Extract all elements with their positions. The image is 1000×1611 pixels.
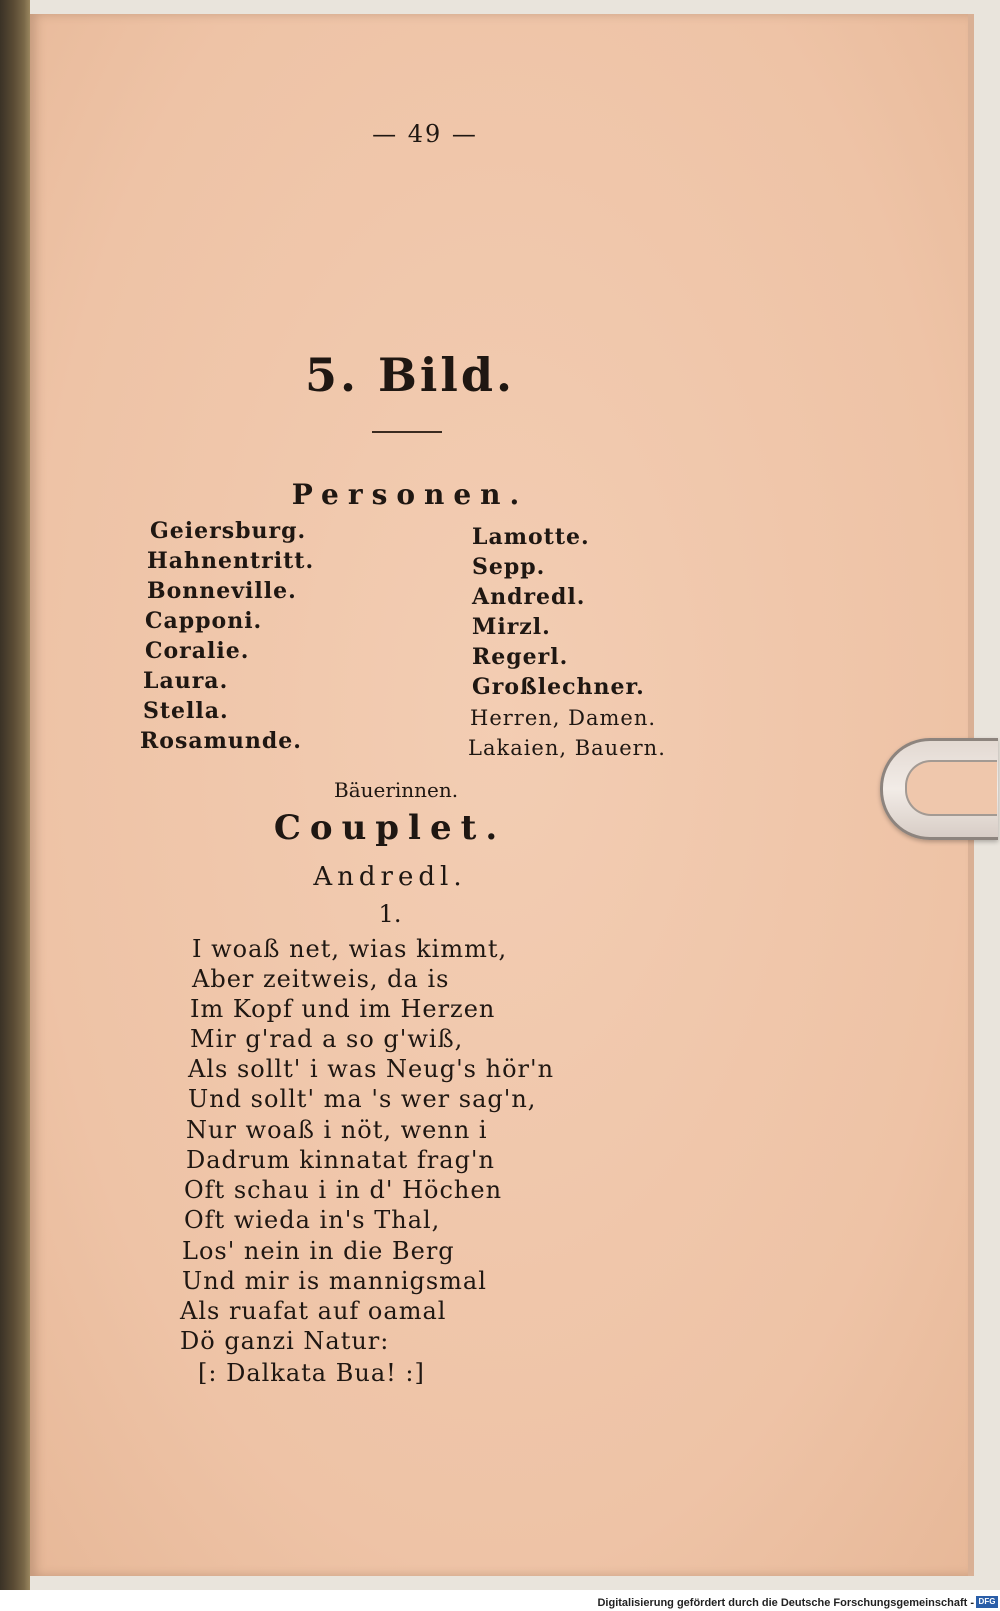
couplet-heading: Couplet. bbox=[273, 808, 507, 848]
cast-left-item: Laura. bbox=[143, 668, 229, 694]
digitization-credit: Digitalisierung gefördert durch die Deutsche Forschungsgemeinschaft - bbox=[597, 1597, 974, 1609]
book-binding bbox=[0, 0, 30, 1590]
book-page bbox=[30, 14, 972, 1576]
verse-line: Mir g'rad a so g'wiß, bbox=[190, 1025, 464, 1053]
cast-left-item: Stella. bbox=[143, 698, 229, 724]
cast-right-item: Regerl. bbox=[472, 644, 569, 670]
verse-line: Oft wieda in's Thal, bbox=[184, 1206, 441, 1234]
cast-left-item: Capponi. bbox=[145, 608, 263, 634]
dfg-logo: DFG bbox=[976, 1596, 998, 1608]
cast-left-item: Rosamunde. bbox=[140, 728, 302, 754]
cast-right-item: Lakaien, Bauern. bbox=[468, 736, 666, 760]
cast-left-item: Coralie. bbox=[145, 638, 250, 664]
cast-right-item: Großlechner. bbox=[472, 674, 645, 700]
title-rule bbox=[372, 431, 442, 433]
verse-line: Dadrum kinnatat frag'n bbox=[186, 1146, 495, 1174]
cast-continuation: Bäuerinnen. bbox=[334, 778, 459, 802]
verse-line: Im Kopf und im Herzen bbox=[190, 995, 496, 1023]
cast-right-item: Andredl. bbox=[472, 584, 586, 610]
verse-line: Dö ganzi Natur: bbox=[180, 1327, 390, 1355]
verse-line: I woaß net, wias kimmt, bbox=[192, 935, 508, 963]
page-number: — 49 — bbox=[372, 120, 478, 148]
verse-line: Als ruafat auf oamal bbox=[180, 1297, 447, 1325]
verse-line: Oft schau i in d' Höchen bbox=[184, 1176, 503, 1204]
cast-right-item: Sepp. bbox=[472, 554, 546, 580]
cast-right-item: Lamotte. bbox=[472, 524, 590, 550]
cast-right-item: Mirzl. bbox=[472, 614, 551, 640]
verse-number: 1. bbox=[378, 900, 402, 928]
verse-line: [: Dalkata Bua! :] bbox=[198, 1359, 425, 1387]
scene-title: 5. Bild. bbox=[304, 348, 516, 402]
cast-left-item: Bonneville. bbox=[147, 578, 297, 604]
cast-right-item: Herren, Damen. bbox=[470, 706, 657, 730]
singer-name: Andredl. bbox=[313, 862, 467, 892]
verse-line: Nur woaß i nöt, wenn i bbox=[186, 1116, 488, 1144]
cast-left-item: Hahnentritt. bbox=[147, 548, 315, 574]
verse-line: Los' nein in die Berg bbox=[182, 1237, 455, 1265]
cast-left-item: Geiersburg. bbox=[150, 518, 307, 544]
paper-clip-inner bbox=[905, 760, 997, 816]
personen-heading: Personen. bbox=[291, 478, 529, 511]
verse-line: Und sollt' ma 's wer sag'n, bbox=[188, 1085, 537, 1113]
verse-line: Aber zeitweis, da is bbox=[192, 965, 450, 993]
verse-line: Als sollt' i was Neug's hör'n bbox=[188, 1055, 555, 1083]
verse-line: Und mir is mannigsmal bbox=[182, 1267, 487, 1295]
